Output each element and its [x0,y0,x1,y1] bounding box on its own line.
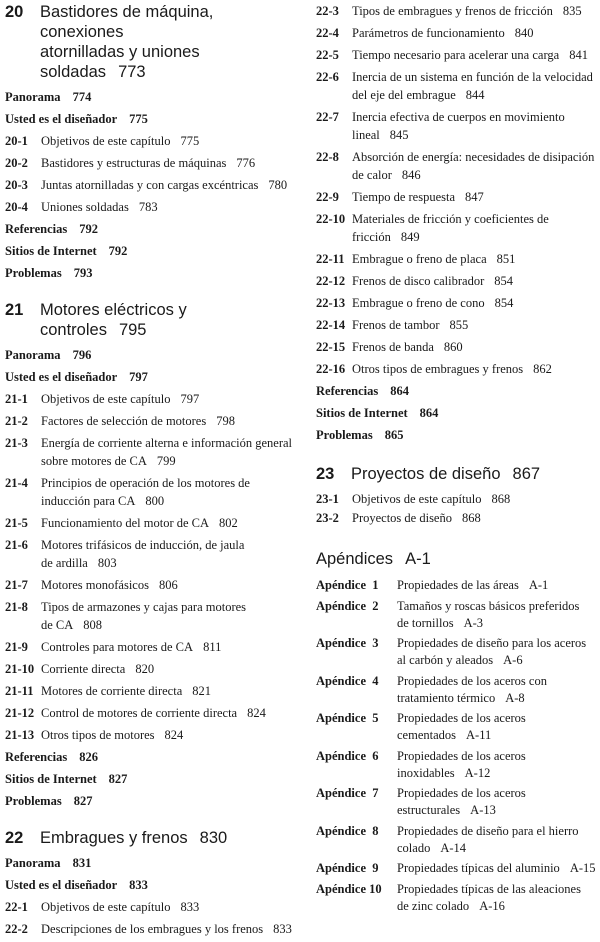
entry-title: Propiedades de las áreas [397,578,519,592]
page-number: A-11 [466,728,492,742]
page-number: 799 [156,454,176,468]
chapter-heading[interactable] [5,300,297,340]
entry-title: Embrague o freno de placa [352,252,487,266]
toc-entry[interactable] [316,382,600,400]
page-number: 821 [192,684,212,698]
section-entry[interactable] [316,294,600,312]
entry-label: Sitios de Internet [5,772,97,786]
entry-text [352,188,484,206]
entry-title: Tiempo necesario para acelerar una carga [352,48,560,62]
entry-title: Inercia de un sistema en función de la velocidad del eje del embrague [352,70,593,102]
page-number: 844 [465,88,485,102]
page-number: 780 [268,178,288,192]
section-number: 22-8 [316,150,339,164]
entry-title: Control de motores de corriente directa [41,706,238,720]
page-number: A-13 [470,803,496,817]
entry-label: Usted es el diseñador [5,112,118,126]
appendix-number: Apéndice 10 [316,881,382,896]
page-number: 803 [97,556,117,570]
appendix-entry[interactable] [316,823,600,857]
entry-text [41,412,235,430]
toc-entry[interactable] [5,854,297,872]
page-number: 855 [449,318,469,332]
section-entry[interactable] [5,920,297,938]
entry-text [41,514,238,532]
page-number: 830 [199,829,228,847]
page-number: 864 [419,406,439,420]
page-number: 797 [129,370,148,384]
chapter-title [40,2,297,82]
page-number: 854 [494,296,514,310]
section-number: 23-1 [316,492,339,506]
page-number: 806 [158,578,178,592]
page-number: A-14 [440,840,467,855]
section-number: 20-4 [5,200,28,214]
section-entry[interactable] [316,490,600,508]
section-number: 22-15 [316,340,346,354]
section-entry[interactable] [5,154,297,172]
toc-entry[interactable] [5,264,297,282]
entry-title: Proyectos de diseño [352,511,452,525]
section-number: 21-13 [5,728,35,742]
page-number: 864 [390,384,409,398]
appendix-number: Apéndice 7 [316,786,379,800]
entry-text [397,881,581,915]
section-number: 22-10 [316,212,346,226]
entry-text [352,46,588,64]
chapter-title [316,549,431,569]
chapter-number: 22 [5,829,24,847]
toc-entry[interactable] [5,770,297,788]
entry-text [352,148,594,184]
entry-title: Tamaños y roscas básicos preferidos de tornillos [397,598,580,630]
page-number: A-1 [405,550,431,568]
entry-text [41,198,158,216]
section-number: 21-2 [5,414,28,428]
appendix-entry[interactable] [316,860,600,877]
entry-title: Factores de selección de motores [41,414,207,428]
section-number: 22-4 [316,26,339,40]
page-number: 792 [79,222,98,236]
chapter-title-text: Bastidores de máquina, conexiones atornilladas y uniones soldadas [40,3,214,81]
page-number: 795 [118,321,147,339]
appendix-entry[interactable] [316,598,600,632]
section-number: 21-9 [5,640,28,654]
section-entry[interactable] [316,272,600,290]
chapter-title-text: Proyectos de diseño [351,465,501,483]
entry-text [41,704,266,722]
entry-text [41,660,154,678]
entry-title: Principios de operación de los motores de inducción para CA [41,476,250,508]
section-entry[interactable] [5,682,297,700]
entry-title: Uniones soldadas [41,200,129,214]
entry-text [41,434,292,470]
section-number: 20-3 [5,178,28,192]
page-number: 849 [400,230,420,244]
appendix-number: Apéndice 2 [316,598,379,613]
entry-title: Funcionamiento del motor de CA [41,516,210,530]
section-entry[interactable] [316,210,600,246]
entry-title: Embrague o freno de cono [352,296,485,310]
page-number: 865 [384,428,404,442]
section-entry[interactable] [5,704,297,722]
page-number: 824 [164,728,184,742]
entry-text [352,360,552,378]
page-number: 854 [494,274,514,288]
page-number: 833 [180,900,200,914]
entry-title: Materiales de fricción y coeficientes de fricción [352,212,549,244]
page-number: 824 [247,706,266,720]
entry-label: Panorama [5,856,61,870]
entry-label: Panorama [5,90,61,104]
entry-title: Tipos de embragues y frenos de fricción [352,4,553,18]
page-number: 820 [135,662,155,676]
entry-label: Referencias [5,750,68,764]
appendix-number: Apéndice 9 [316,861,379,875]
toc-entry[interactable] [5,748,297,766]
appendix-entry[interactable] [316,635,600,669]
appendix-entry[interactable] [316,881,600,915]
entry-text [397,785,526,819]
entry-label: Sitios de Internet [316,406,408,420]
section-entry[interactable] [5,474,297,510]
entry-label: Referencias [5,222,68,236]
page-number: 827 [73,794,93,808]
entry-title: Corriente directa [41,662,126,676]
section-number: 21-7 [5,578,28,592]
entry-text [352,68,593,104]
section-entry[interactable] [316,509,600,527]
entry-title: Tipos de armazones y cajas para motores de CA [41,600,247,632]
entry-label: Usted es el diseñador [5,370,118,384]
entry-text [397,577,548,594]
appendix-entry[interactable] [316,785,600,819]
entry-text [41,638,221,656]
chapter-title-text: Apéndices [316,550,394,568]
entry-title: Juntas atornilladas y con cargas excéntricas [41,178,259,192]
appendix-number: Apéndice 6 [316,748,379,763]
entry-label: Referencias [316,384,379,398]
entry-text [397,710,526,744]
entry-title: Propiedades de los aceros inoxidables [397,748,526,780]
section-number: 23-2 [316,511,339,525]
entry-text [41,726,183,744]
section-entry[interactable] [5,576,297,594]
section-entry[interactable] [316,250,600,268]
page-number: 776 [236,156,256,170]
section-number: 22-13 [316,296,346,310]
section-number: 21-1 [5,392,28,406]
page-number: 798 [216,414,235,428]
page-number: 800 [145,494,165,508]
entry-text [397,635,586,669]
page-number: 833 [129,878,148,892]
page-number: A-6 [503,653,523,667]
page-number: 827 [108,772,128,786]
section-entry[interactable] [5,660,297,678]
entry-title: Propiedades de diseño para los aceros al carbón y aleados [397,636,587,667]
section-number: 22-9 [316,190,339,204]
page-number: 845 [389,128,409,142]
page-number: A-1 [528,578,549,592]
section-number: 22-1 [5,900,28,914]
entry-label: Usted es el diseñador [5,878,118,892]
section-number: 22-2 [5,922,28,936]
entry-label: Problemas [316,428,373,442]
section-number: 22-12 [316,274,346,288]
entry-title: Motores monofásicos [41,578,149,592]
toc-entry[interactable] [316,404,600,422]
section-entry[interactable] [5,412,297,430]
page-number: 846 [401,168,421,182]
toc-entry[interactable] [5,242,297,260]
entry-text [352,2,582,20]
appendix-number: Apéndice 1 [316,578,379,592]
entry-text [397,748,526,782]
entry-title: Energía de corriente alterna e información general sobre motores de CA [41,436,293,468]
page-number: 831 [72,856,92,870]
entry-text [352,108,565,144]
page-number: 847 [465,190,484,204]
appendix-number: Apéndice 8 [316,823,379,838]
page-number: 851 [496,252,516,266]
entry-title: Tiempo de respuesta [352,190,455,204]
page-number: 868 [491,492,511,506]
section-number: 21-6 [5,538,28,552]
toc-entry[interactable] [316,426,600,444]
entry-title: Absorción de energía: necesidades de disipación de calor [352,150,595,182]
section-entry[interactable] [316,68,600,104]
entry-text [352,250,515,268]
entry-title: Propiedades de los aceros con tratamiento térmico [397,673,547,705]
appendix-number: Apéndice 5 [316,711,379,725]
section-entry[interactable] [5,726,297,744]
section-number: 22-16 [316,362,346,376]
entry-text [352,490,510,508]
appendix-number: Apéndice 3 [316,636,379,650]
chapter-heading[interactable] [5,828,297,848]
entry-title: Propiedades típicas de las aleaciones de zinc colado [397,881,581,913]
page-number: 835 [562,4,582,18]
section-entry[interactable] [316,360,600,378]
page-number: 793 [73,266,93,280]
appendix-entry[interactable] [316,710,600,744]
entry-text [41,682,211,700]
section-entry[interactable] [316,148,600,184]
appendix-number: Apéndice 4 [316,673,379,688]
page-number: 860 [443,340,463,354]
entry-label: Problemas [5,266,62,280]
section-number: 21-5 [5,516,28,530]
page-number: A-3 [463,615,484,630]
entry-text [41,898,199,916]
chapter-number: 21 [5,301,24,319]
entry-title: Frenos de banda [352,340,434,354]
section-number: 22-6 [316,70,339,84]
section-entry[interactable] [316,188,600,206]
section-entry[interactable] [316,24,600,42]
toc-entry[interactable] [5,110,297,128]
page-number: 833 [273,922,292,936]
entry-text [41,176,287,194]
chapter-title-text: Embragues y frenos [40,829,188,847]
toc-entry[interactable] [5,876,297,894]
section-number: 22-11 [316,252,345,266]
toc-entry[interactable] [5,88,297,106]
entry-title: Parámetros de funcionamiento [352,26,505,40]
section-entry[interactable] [5,898,297,916]
entry-text [397,673,547,707]
chapter-title-text: Motores eléctricos y controles [40,301,187,339]
section-number: 21-4 [5,476,28,490]
page-number: 774 [72,90,92,104]
section-number: 22-14 [316,318,346,332]
entry-text [41,576,178,594]
entry-label: Problemas [5,794,62,808]
entry-title: Frenos de tambor [352,318,440,332]
chapter-heading[interactable] [5,2,297,82]
section-number: 22-7 [316,110,339,124]
entry-text [397,598,579,632]
toc-entry[interactable] [5,220,297,238]
section-number: 20-1 [5,134,28,148]
section-number: 21-11 [5,684,34,698]
chapter-number: 23 [316,465,335,483]
entry-title: Controles para motores de CA [41,640,194,654]
page-number: 826 [79,750,98,764]
page-number: 840 [514,26,534,40]
page-number: 802 [219,516,238,530]
entry-text [41,474,250,510]
page-number: 841 [569,48,588,62]
section-entry[interactable] [316,316,600,334]
entry-text [41,536,244,572]
appendix-entry[interactable] [316,577,600,594]
entry-title: Propiedades de los aceros cementados [397,711,526,742]
entry-title: Motores trifásicos de inducción, de jaula de ardilla [41,538,245,570]
entry-title: Descripciones de los embragues y los frenos [41,922,264,936]
entry-text [397,860,596,877]
section-number: 22-3 [316,4,339,18]
page-number: 775 [180,134,200,148]
chapter-number: 20 [5,3,24,21]
page-number: 783 [138,200,158,214]
toc-entry[interactable] [5,792,297,810]
entry-text [397,823,579,857]
section-entry[interactable] [5,434,297,470]
appendix-entry[interactable] [316,748,600,782]
entry-text [41,598,246,634]
entry-text [41,390,199,408]
section-number: 22-5 [316,48,339,62]
entry-text [352,210,600,246]
page-number: A-16 [479,898,505,913]
entry-title: Otros tipos de embragues y frenos [352,362,524,376]
entry-title: Objetivos de este capítulo [41,900,171,914]
entry-title: Otros tipos de motores [41,728,155,742]
toc-entry[interactable] [5,346,297,364]
entry-text [352,24,533,42]
entry-title: Bastidores y estructuras de máquinas [41,156,227,170]
section-entry[interactable] [5,598,297,634]
section-entry[interactable] [5,132,297,150]
entry-text [352,338,463,356]
page-number: 792 [108,244,128,258]
entry-text [41,920,292,938]
page-number: 867 [512,465,541,483]
page-number: 808 [83,618,103,632]
entry-text [352,316,468,334]
section-entry[interactable] [5,176,297,194]
section-entry[interactable] [5,536,297,572]
section-entry[interactable] [5,514,297,532]
entry-title: Propiedades de diseño para el hierro colado [397,823,579,855]
toc-left-column [5,2,297,942]
section-entry[interactable] [316,338,600,356]
section-entry[interactable] [5,198,297,216]
page-number: 868 [461,511,481,525]
page-number: 773 [118,63,146,81]
page-number: 775 [129,112,148,126]
page-number: 862 [533,362,552,376]
section-entry[interactable] [316,46,600,64]
entry-title: Objetivos de este capítulo [41,392,171,406]
section-entry[interactable] [5,390,297,408]
page-number: 811 [203,640,222,654]
entry-text [352,509,481,527]
toc-right-column [316,2,600,918]
section-number: 21-3 [5,436,28,450]
entry-title: Inercia efectiva de cuerpos en movimiento lineal [352,110,565,142]
page-number: 796 [72,348,92,362]
chapter-heading[interactable] [316,549,600,569]
appendix-entry[interactable] [316,673,600,707]
entry-text [41,132,199,150]
section-entry[interactable] [316,2,600,20]
entry-label: Sitios de Internet [5,244,97,258]
section-entry[interactable] [5,638,297,656]
page-number: A-8 [505,690,525,705]
page-number: A-15 [569,861,596,875]
chapter-heading[interactable] [316,464,600,484]
chapter-title [40,300,297,340]
section-number: 21-8 [5,600,28,614]
entry-title: Motores de corriente directa [41,684,183,698]
page-number: A-12 [464,765,491,780]
entry-title: Objetivos de este capítulo [41,134,171,148]
section-entry[interactable] [316,108,600,144]
chapter-title [40,828,227,848]
entry-label: Panorama [5,348,61,362]
page-number: 797 [180,392,200,406]
entry-title: Propiedades típicas del aluminio [397,861,560,875]
entry-title: Propiedades de los aceros estructurales [397,786,526,817]
section-number: 20-2 [5,156,28,170]
section-number: 21-12 [5,706,35,720]
entry-text [41,154,255,172]
entry-text [352,294,513,312]
chapter-title [351,464,540,484]
entry-text [352,272,513,290]
section-number: 21-10 [5,662,35,676]
entry-title: Objetivos de este capítulo [352,492,482,506]
toc-entry[interactable] [5,368,297,386]
entry-title: Frenos de disco calibrador [352,274,485,288]
